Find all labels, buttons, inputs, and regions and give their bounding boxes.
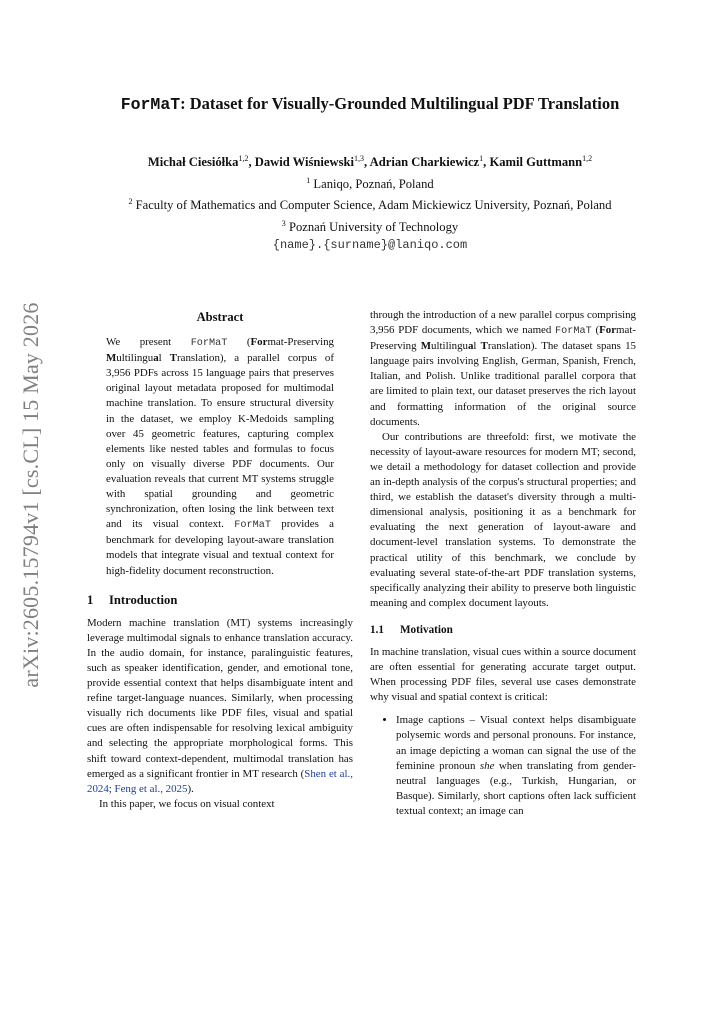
author-block <box>40 150 700 254</box>
affiliation-3-mark: 3 <box>281 219 286 229</box>
author-2: Dawid Wiśniewski <box>254 155 355 170</box>
author-4-affil: 1,2 <box>582 154 593 163</box>
contact-email[interactable]: {name}.{surname}@laniqo.com <box>272 237 468 252</box>
affiliation-1-text: Laniqo, Poznań, Poland <box>313 176 434 191</box>
subsection-title: Motivation <box>400 623 453 636</box>
section-number: 1 <box>87 592 94 607</box>
author-names <box>40 150 700 172</box>
section-title: Introduction <box>109 592 178 607</box>
intro-paragraph-2-cont: through the introduction of a new parallel corpus comprising 3,956 PDF documents, which we named ForMaT (Format-Preserving Multilingual Translation). The dataset spans 15 language pairs involving English, German, Spanish, French, Italian, and Polish. Unlike traditional parallel corpora that are limited to plain text, our dataset preserves the rich layout and formatting information of the original source documents. <box>370 309 636 428</box>
intro-paragraph-1: Modern machine translation (MT) systems increasingly leverage multimodal signals to enhance translation accuracy. In the audio domain, for instance, paralinguistic features, such as speaker identification, gender, and emotional tone, provide essential context that helps disambiguate intent and refine target-language nuances. Similarly, when processing visually rich documents like PDF files, visual and spatial cues are often indispensable for resolving lexical ambiguity and selecting the appropriate morphological forms. This shift toward context-dependent, multimodal translation has emerged as a significant frontier in MT research (Shen et al., 2024; Feng et al., 2025). <box>87 616 353 795</box>
arxiv-identifier-text: arXiv:2605.15794v1 [cs.CL] 15 May 2026 <box>18 302 43 688</box>
affiliation-2 <box>40 193 700 215</box>
motivation-list <box>370 713 636 819</box>
affiliation-1-mark: 1 <box>306 175 311 185</box>
motivation-paragraph: In machine translation, visual cues within a source document are often essential for generating accurate target output. When processing PDF files, several use cases demonstrate why visual and spatial context is critical: <box>370 645 636 704</box>
affiliation-3 <box>40 215 700 237</box>
title-text: : Dataset for Visually-Grounded Multilingual PDF Translation <box>180 94 620 113</box>
author-4: Kamil Guttmann <box>489 155 583 170</box>
author-sep: , <box>364 155 370 170</box>
author-2-affil: 1,3 <box>354 154 365 163</box>
author-3-affil: 1 <box>479 154 484 163</box>
list-item: • Image captions – Visual context helps disambiguate polysemic words and personal pronouns. For instance, an image depicting a woman can signal the use of the feminine pronoun she when translating from gender-neutral languages (e.g., Turkish, Hungarian, or Basque). Similarly, short captions often lack sufficient textual context; an image can <box>396 713 636 819</box>
intro-paragraph-2-start: In this paper, we focus on visual context <box>99 797 275 810</box>
author-3: Adrian Charkiewicz <box>369 155 480 170</box>
author-1: Michał Ciesiółka <box>147 155 239 170</box>
right-column <box>370 308 636 819</box>
citation-feng-2025[interactable]: Feng et al., 2025 <box>114 782 188 795</box>
author-sep: , <box>483 155 490 170</box>
intro-paragraph-3: Our contributions are threefold: first, we motivate the necessity of layout-aware resources for modern MT; second, we detail a methodology for dataset collection and provide an in-depth analysis of the corpus's structural properties; and third, we establish the dataset's diversity through a multi-dimensional analysis, positioning it as a benchmark for evaluating the next generation of layout-aware and document-level translation systems. To demonstrate the practical utility of this benchmark, we conclude by evaluating several state-of-the-art PDF translation systems, specifically analyzing their ability to preserve both linguistic meaning and complex document layouts. <box>370 430 636 609</box>
subsection-number: 1.1 <box>370 623 384 636</box>
affiliation-2-mark: 2 <box>128 197 133 207</box>
subsection-heading-motivation <box>370 623 636 638</box>
affiliation-2-text: Faculty of Mathematics and Computer Science, Adam Mickiewicz University, Poznań, Poland <box>135 198 612 213</box>
dataset-name: ForMaT <box>234 520 271 532</box>
author-1-affil: 1,2 <box>238 154 249 163</box>
dataset-name: ForMaT <box>555 326 592 338</box>
section-heading-introduction <box>87 593 353 608</box>
citation-shen-2024[interactable]: Shen et al., 2024 <box>87 767 353 795</box>
dataset-name: ForMaT <box>190 338 228 350</box>
paper-title <box>60 94 680 114</box>
affiliation-1 <box>40 172 700 194</box>
arxiv-identifier <box>16 290 46 700</box>
title-dataset-name: ForMaT <box>120 95 181 114</box>
abstract-text: We present ForMaT (Format-Preserving Multilingual Translation), a parallel corpus of 3,956 PDFs across 15 language pairs that preserves original layout metadata proposed for multimodal machine translation. To ensure structural diversity in the dataset, we employ K-Medoids sampling over 45 geometric features, capturing complex elements like nested tables and formulas to focus only on visually diverse PDF documents. Our evaluation reveals that current MT systems struggle with spatial grounding and geometric synchronization, often losing the link between text and its visual context. ForMaT provides a benchmark for developing layout-aware translation models that integrate visual and textual context for high-fidelity document reconstruction. <box>106 336 334 577</box>
affiliation-3-text: Poznań University of Technology <box>288 220 459 235</box>
author-sep: , <box>248 155 255 170</box>
left-column <box>87 308 353 812</box>
abstract-heading: Abstract <box>196 310 244 324</box>
